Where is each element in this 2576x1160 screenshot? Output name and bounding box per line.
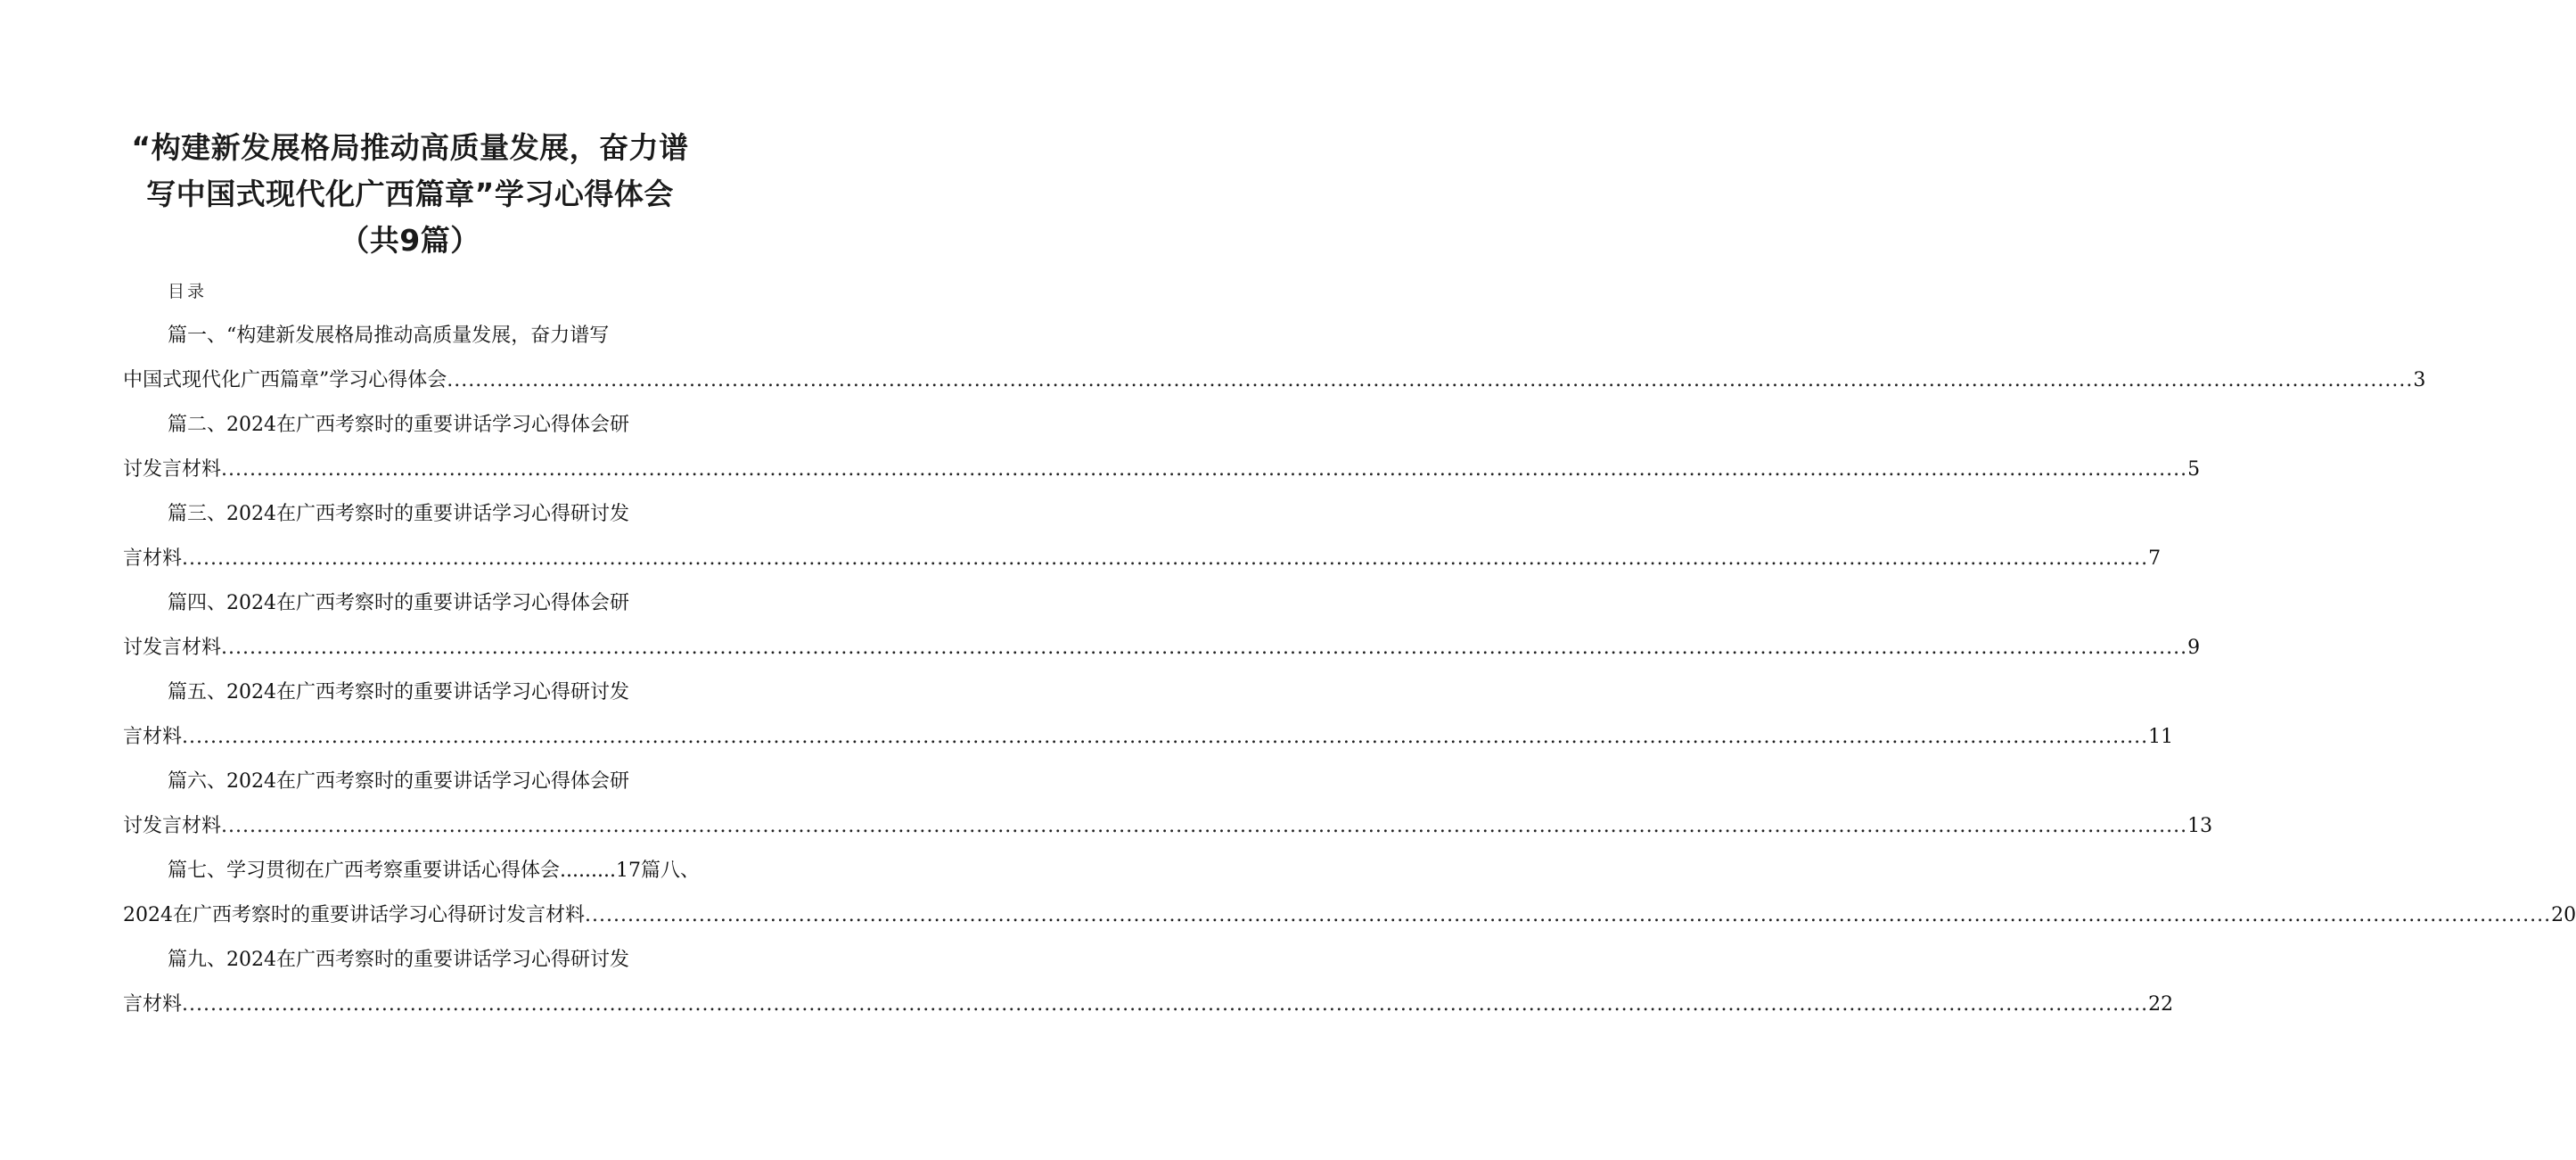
toc-entry-title: 篇二、2024在广西考察时的重要讲话学习心得体会研 — [168, 414, 629, 436]
toc-page-number: 11 — [2148, 726, 2174, 748]
toc-page-number: 9 — [2187, 637, 2201, 659]
toc-entry-5[interactable] — [123, 670, 2174, 760]
toc-entry-leader — [123, 448, 2201, 492]
toc-page-number: 17 — [615, 860, 641, 882]
toc-entry-leader — [123, 358, 2426, 403]
toc-entry-leader — [123, 715, 2174, 760]
dot-leader — [182, 983, 2148, 1027]
title-line-3: （共9篇） — [340, 223, 480, 258]
toc-entry-leader — [123, 537, 2162, 581]
toc-page-number: 20 — [2551, 904, 2576, 926]
document-title — [89, 125, 731, 264]
toc-entry-6[interactable] — [123, 760, 2213, 849]
toc-entry-title-cont: 言材料 — [123, 547, 183, 570]
toc-entry-leader — [123, 804, 2213, 849]
toc-entry-title-cont: 讨发言材料 — [123, 815, 222, 837]
toc-entry-title-cont: 言材料 — [123, 726, 183, 748]
dot-leader — [585, 893, 2551, 938]
toc-merged-line-1 — [123, 849, 700, 893]
toc-entry-title: 篇一、“构建新发展格局推动高质量发展，奋力谱写 — [168, 325, 610, 347]
dot-leader — [221, 804, 2187, 849]
toc-entry-9[interactable] — [123, 938, 2174, 1027]
toc-page-number: 3 — [2413, 369, 2426, 391]
toc-entry-title-cont: 讨发言材料 — [123, 637, 222, 659]
toc-entry-leader — [123, 983, 2174, 1027]
title-line-2: 写中国式现代化广西篇章”学习心得体会 — [146, 177, 674, 211]
toc-entry-title: 篇九、2024在广西考察时的重要讲话学习心得研讨发 — [168, 949, 629, 971]
dot-leader — [182, 715, 2148, 760]
toc-entry-3[interactable] — [123, 492, 2162, 581]
toc-entry-title: 篇六、2024在广西考察时的重要讲话学习心得体会研 — [168, 770, 629, 793]
dot-leader — [221, 626, 2187, 670]
toc-entry-title: 篇八、 — [640, 860, 700, 882]
toc-entry-7-8[interactable] — [123, 849, 2576, 938]
toc-entry-title: 篇三、2024在广西考察时的重要讲话学习心得研讨发 — [168, 503, 629, 525]
toc-heading: 目录 — [168, 282, 208, 301]
toc-entry-leader — [123, 626, 2201, 670]
dot-leader — [182, 537, 2148, 581]
toc-entry-title: 篇七、学习贯彻在广西考察重要讲话心得体会 — [168, 860, 561, 882]
toc-page-number: 5 — [2187, 458, 2201, 481]
toc-entry-title: 篇四、2024在广西考察时的重要讲话学习心得体会研 — [168, 592, 629, 614]
table-of-contents — [123, 314, 2576, 1027]
toc-entry-4[interactable] — [123, 581, 2201, 670]
toc-entry-title: 篇五、2024在广西考察时的重要讲话学习心得研讨发 — [168, 681, 629, 703]
toc-page-number: 7 — [2148, 547, 2162, 570]
toc-page-number: 13 — [2187, 815, 2213, 837]
toc-entry-leader — [123, 893, 2576, 938]
toc-page-number: 22 — [2148, 993, 2174, 1016]
toc-entry-1[interactable] — [123, 314, 2426, 403]
toc-entry-title-cont: 讨发言材料 — [123, 458, 222, 481]
dot-leader — [221, 448, 2187, 492]
dot-leader: ......... — [560, 860, 616, 882]
toc-entry-title-cont: 言材料 — [123, 993, 183, 1016]
toc-entry-2[interactable] — [123, 403, 2201, 492]
dot-leader — [447, 358, 2413, 403]
toc-entry-title-cont: 中国式现代化广西篇章”学习心得体会 — [123, 369, 447, 391]
title-line-1: “构建新发展格局推动高质量发展，奋力谱 — [131, 130, 689, 165]
toc-entry-title-cont: 2024在广西考察时的重要讲话学习心得研讨发言材料 — [123, 904, 585, 926]
